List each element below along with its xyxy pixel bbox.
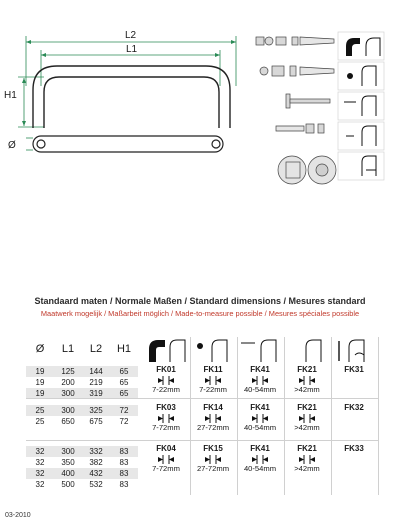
thread-end-icon xyxy=(286,337,330,363)
fitting-range: 40-54mm xyxy=(243,423,277,432)
wall-width-icon xyxy=(203,376,223,385)
fitting-code: FK01 xyxy=(156,365,176,374)
fitting-range: 40-54mm xyxy=(243,385,277,394)
header-l2: L2 xyxy=(89,343,103,355)
fitting-code: FK31 xyxy=(344,365,364,374)
wall-width-icon xyxy=(297,376,317,385)
wall-width-icon xyxy=(250,455,270,464)
wall-width-icon xyxy=(203,455,223,464)
mounting-icons xyxy=(338,32,384,180)
wall-width-icon xyxy=(156,455,176,464)
dim-label-l2: L2 xyxy=(125,30,137,41)
table-row: 19 300 319 65 xyxy=(26,388,138,399)
fitting-cell xyxy=(191,403,235,439)
fitting-range: >42mm xyxy=(294,423,320,432)
fitting-cell xyxy=(332,403,376,439)
wall-width-icon xyxy=(297,455,317,464)
group-divider xyxy=(26,440,378,441)
table-row: 32 400 432 83 xyxy=(26,468,138,479)
fitting-cell xyxy=(238,444,282,480)
fitting-cell xyxy=(238,403,282,439)
fitting-code: FK11 xyxy=(203,365,223,374)
wall-width-icon xyxy=(156,414,176,423)
fitting-cell xyxy=(332,365,376,401)
fitting-range: 40-54mm xyxy=(243,464,277,473)
header-h1: H1 xyxy=(116,343,132,355)
flange-end-icon xyxy=(333,337,377,363)
fitting-code: FK21 xyxy=(297,444,317,453)
fitting-code: FK14 xyxy=(203,403,223,412)
fitting-range: 7-22mm xyxy=(152,385,180,394)
fitting-cell xyxy=(191,444,235,480)
fitting-cell xyxy=(144,444,188,480)
fitting-code: FK15 xyxy=(203,444,223,453)
fitting-range: 27-72mm xyxy=(196,423,230,432)
fitting-cell xyxy=(191,365,235,401)
cap-end-icon xyxy=(192,337,236,363)
fitting-code: FK32 xyxy=(344,403,364,412)
header-diameter: Ø xyxy=(35,343,45,355)
wall-width-icon xyxy=(203,414,223,423)
table-row: 25 650 675 72 xyxy=(35,417,129,426)
fitting-range: 7-22mm xyxy=(199,385,227,394)
column-separator xyxy=(378,337,379,495)
handle-side-view xyxy=(33,66,230,128)
dim-label-diameter: Ø xyxy=(8,140,16,151)
fitting-cell xyxy=(144,403,188,439)
fitting-code: FK41 xyxy=(250,365,270,374)
fitting-code: FK03 xyxy=(156,403,176,412)
fitting-range: 7-72mm xyxy=(152,464,180,473)
rosette-end-icon xyxy=(145,337,189,363)
table-row: 19 125 144 65 xyxy=(26,366,138,377)
header-l1: L1 xyxy=(61,343,75,355)
table-row: 32 500 532 83 xyxy=(35,480,129,489)
fitting-cell xyxy=(144,365,188,401)
headline-standard-dimensions: Standaard maten / Normale Maßen / Standard dimensions / Mesures standard xyxy=(34,296,366,306)
fitting-code: FK41 xyxy=(250,444,270,453)
footer-date: 03-2010 xyxy=(5,512,31,519)
fitting-range: >42mm xyxy=(294,464,320,473)
wall-width-icon xyxy=(250,376,270,385)
fitting-code: FK41 xyxy=(250,403,270,412)
wall-width-icon xyxy=(156,376,176,385)
fitting-rosette xyxy=(278,156,336,184)
fitting-code: FK21 xyxy=(297,365,317,374)
fitting-cell xyxy=(332,444,376,480)
fitting-screw-1 xyxy=(256,37,334,45)
fitting-range: >42mm xyxy=(294,385,320,394)
fitting-cell xyxy=(285,365,329,401)
handle-top-view xyxy=(33,136,223,152)
fitting-cell xyxy=(285,444,329,480)
fitting-code: FK04 xyxy=(156,444,176,453)
fitting-threaded-rod xyxy=(276,124,324,133)
dim-label-l1: L1 xyxy=(126,44,138,55)
fitting-code: FK21 xyxy=(297,403,317,412)
fitting-range: 7-72mm xyxy=(152,423,180,432)
table-row: 32 300 332 83 xyxy=(26,446,138,457)
subline-made-to-measure: Maatwerk mogelijk / Maßarbeit möglich / Made-to-measure possible / Mesures spéciales possible xyxy=(40,309,360,318)
wall-width-icon xyxy=(250,414,270,423)
dim-label-h1: H1 xyxy=(4,90,17,101)
fitting-screw-2 xyxy=(260,66,334,76)
fitting-range: 27-72mm xyxy=(196,464,230,473)
table-row: 32 350 382 83 xyxy=(35,458,129,467)
table-row: 19 200 219 65 xyxy=(35,378,129,387)
fitting-bolt xyxy=(286,94,330,108)
table-row: 25 300 325 72 xyxy=(26,405,138,416)
wall-width-icon xyxy=(297,414,317,423)
bolt-end-icon xyxy=(239,337,283,363)
fitting-cell xyxy=(285,403,329,439)
fitting-cell xyxy=(238,365,282,401)
fitting-code: FK33 xyxy=(344,444,364,453)
